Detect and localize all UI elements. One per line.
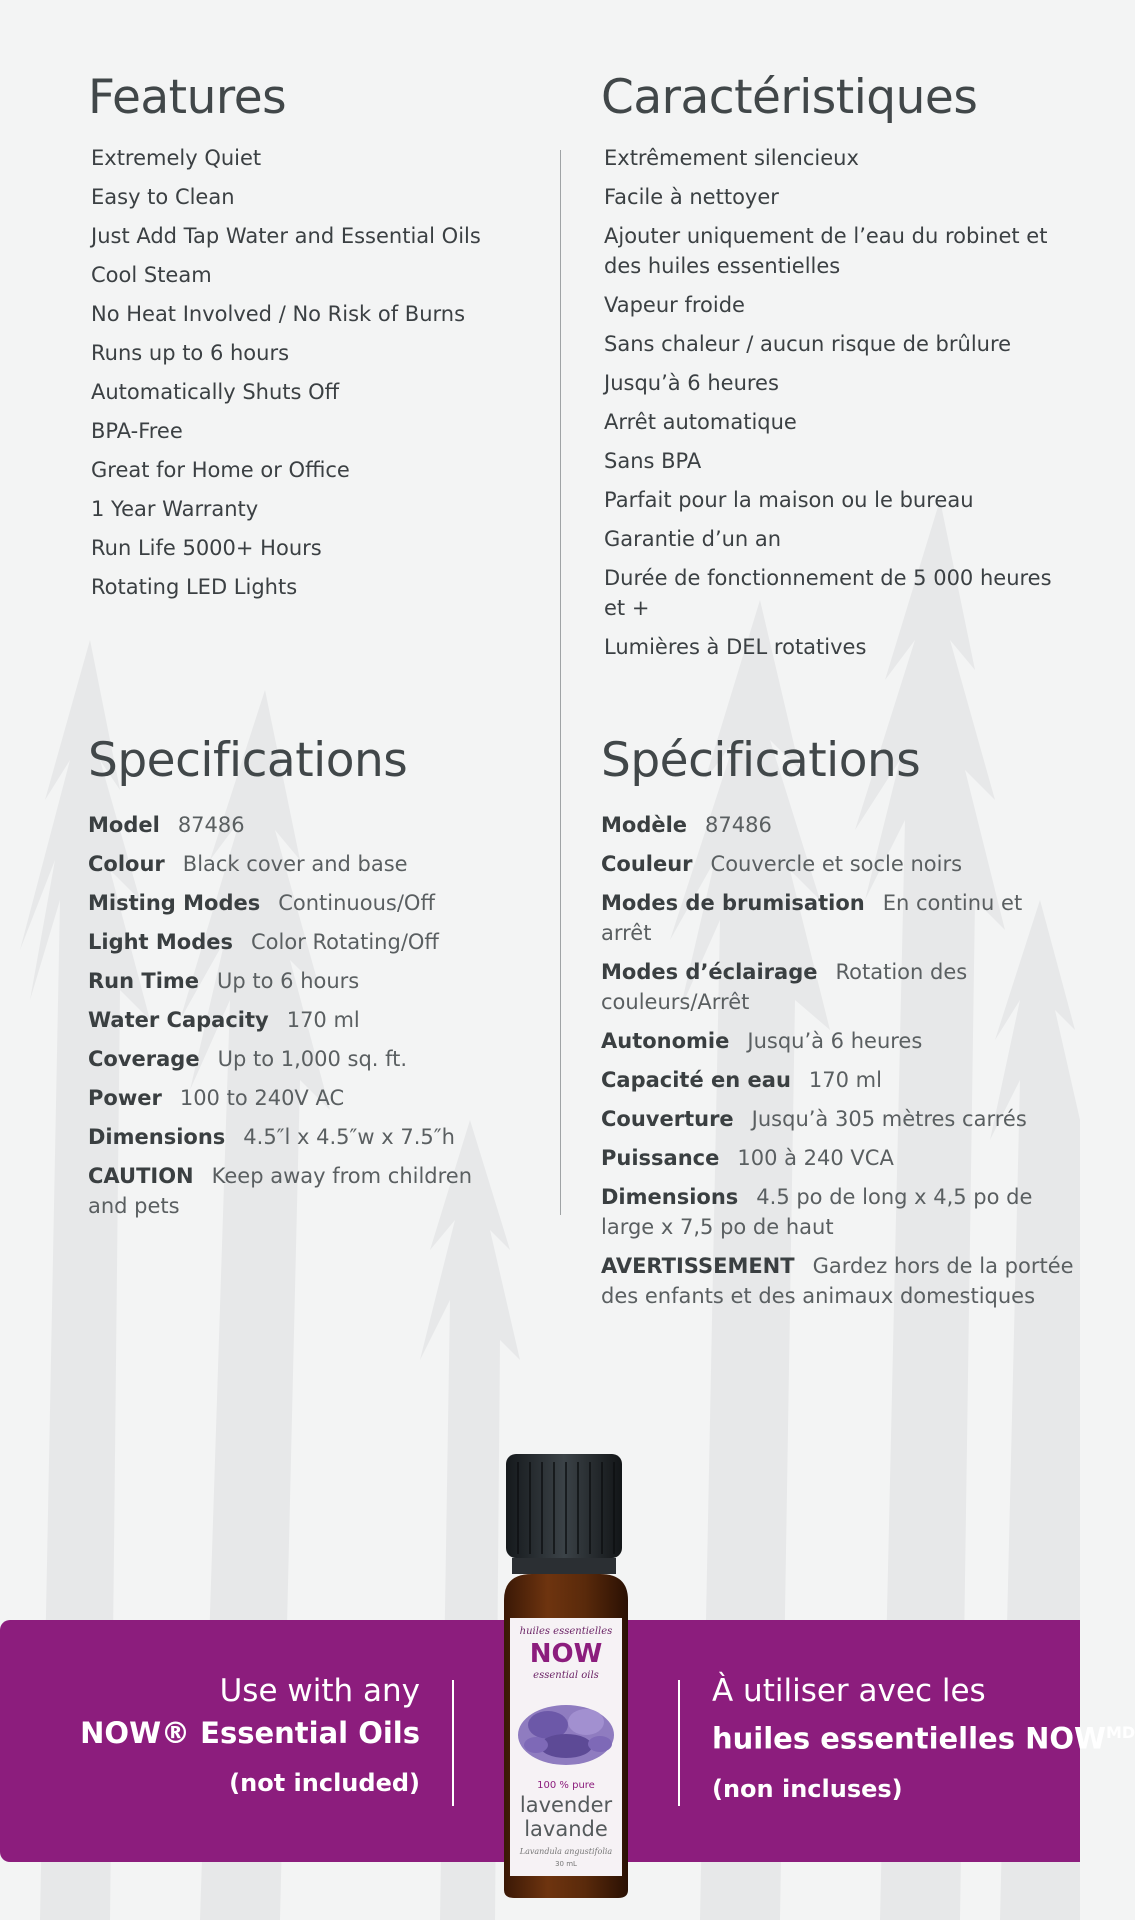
caracteristique-item: Garantie d’un an (604, 527, 782, 551)
spec-row (88, 1161, 498, 1221)
spec-value: Color Rotating/Off (251, 930, 439, 954)
bottle-label-top: huiles essentielles (519, 1626, 613, 1637)
features-list (91, 143, 491, 611)
banner-en-line1: Use with any (219, 1673, 420, 1709)
spec-label: Light Modes (88, 930, 234, 954)
spec-value: 170 ml (286, 1008, 360, 1032)
spec-value: En continu et arrêt (601, 891, 1023, 945)
spec-value: Jusqu’à 6 heures (747, 1029, 923, 1053)
spec-label: Power (88, 1086, 162, 1110)
feature-item: No Heat Involved / No Risk of Burns (91, 302, 466, 326)
banner-english-text (60, 1670, 420, 1800)
feature-item: Automatically Shuts Off (91, 380, 340, 404)
spec-value: Jusqu’à 305 mètres carrés (751, 1107, 1027, 1131)
caracteristique-item: Jusqu’à 6 heures (604, 371, 779, 395)
spec-label: Coverage (88, 1047, 200, 1071)
spec-value: 4.5″l x 4.5″w x 7.5″h (243, 1125, 455, 1149)
bottle-latin: Lavandula angustifolia (519, 1847, 613, 1856)
banner-divider-left (452, 1680, 454, 1806)
feature-item: Rotating LED Lights (91, 575, 298, 599)
spec-label: Dimensions (88, 1125, 226, 1149)
spec-label: Modèle (601, 813, 688, 837)
spec-row (601, 1026, 1075, 1056)
spec-row (601, 888, 1075, 948)
spec-label: Autonomie (601, 1029, 730, 1053)
spec-value: 100 à 240 VCA (737, 1146, 894, 1170)
bottle-label-sub: essential oils (533, 1670, 599, 1681)
feature-item: Easy to Clean (91, 185, 235, 209)
banner-french-text (712, 1670, 1135, 1806)
spec-value: 87486 (705, 813, 772, 837)
spec-row (88, 810, 498, 840)
spec-label: Dimensions (601, 1185, 739, 1209)
feature-item: Extremely Quiet (91, 146, 262, 170)
spec-row (88, 849, 498, 879)
spec-label: CAUTION (88, 1164, 194, 1188)
spec-row (88, 1005, 498, 1035)
spec-row (601, 1104, 1075, 1134)
spec-row (601, 1143, 1075, 1173)
spec-label: Model (88, 813, 160, 837)
banner-fr-line2 (712, 1712, 1135, 1760)
spec-row (601, 1182, 1075, 1242)
spec-label: Misting Modes (88, 891, 261, 915)
spec-value: 170 ml (808, 1068, 882, 1092)
spec-row (88, 1122, 498, 1152)
spec-value: Rotation des couleurs/Arrêt (601, 960, 968, 1014)
column-divider (560, 150, 561, 1215)
caracteristique-item: Ajouter uniquement de l’eau du robinet et des huiles essentielles (604, 224, 1048, 278)
spec-value: 4.5 po de long x 4,5 po de large x 7,5 po de haut (601, 1185, 1033, 1239)
spec-value: Continuous/Off (278, 891, 435, 915)
spec-row (88, 1083, 498, 1113)
feature-item: Runs up to 6 hours (91, 341, 290, 365)
caracteristique-item: Sans BPA (604, 449, 702, 473)
banner-divider-right (678, 1680, 680, 1806)
spec-label: Colour (88, 852, 165, 876)
registered-mark: MD (1106, 1723, 1135, 1742)
bottle-brand: NOW (529, 1639, 603, 1669)
spec-value: 87486 (177, 813, 245, 837)
feature-item: Great for Home or Office (91, 458, 350, 482)
caracteristique-item: Vapeur froide (604, 293, 745, 317)
spec-value: 100 to 240V AC (179, 1086, 345, 1110)
spec-label: Capacité en eau (601, 1068, 791, 1092)
features-title: Features (88, 70, 287, 125)
spec-value: Up to 1,000 sq. ft. (217, 1047, 408, 1071)
spec-row (88, 888, 498, 918)
specifications-fr-list (601, 810, 1075, 1320)
feature-item: Just Add Tap Water and Essential Oils (91, 224, 481, 248)
bottle-name-en: lavender (519, 1793, 613, 1817)
banner-fr-line2-text: huiles essentielles NOW (712, 1721, 1106, 1756)
spec-row (601, 1251, 1075, 1311)
spec-row (601, 1065, 1075, 1095)
spec-label: Couleur (601, 852, 693, 876)
caracteristiques-list (604, 143, 1054, 671)
spec-label: Run Time (88, 969, 200, 993)
spec-label: Couverture (601, 1107, 734, 1131)
banner-fr-line1: À utiliser avec les (712, 1673, 986, 1709)
specifications-list (88, 810, 498, 1230)
bottle-purity: 100 % pure (537, 1780, 595, 1791)
caracteristique-item: Extrêmement silencieux (604, 146, 859, 170)
banner-fr-line3: (non incluses) (712, 1774, 903, 1803)
caracteristique-item: Durée de fonctionnement de 5 000 heures et + (604, 566, 1052, 620)
spec-row (88, 966, 498, 996)
spec-value: Keep away from children and pets (88, 1164, 473, 1218)
spec-row (601, 957, 1075, 1017)
spec-value: Up to 6 hours (217, 969, 360, 993)
spec-label: Modes de brumisation (601, 891, 865, 915)
spec-label: Modes d’éclairage (601, 960, 818, 984)
spec-value: Black cover and base (182, 852, 408, 876)
caracteristique-item: Lumières à DEL rotatives (604, 635, 867, 659)
feature-item: Run Life 5000+ Hours (91, 536, 322, 560)
spec-value: Gardez hors de la portée des enfants et des animaux domestiques (601, 1254, 1074, 1308)
caracteristique-item: Parfait pour la maison ou le bureau (604, 488, 974, 512)
specifications-fr-title: Spécifications (601, 733, 921, 788)
spec-value: Couvercle et socle noirs (710, 852, 963, 876)
spec-row (601, 810, 1075, 840)
caracteristique-item: Arrêt automatique (604, 410, 797, 434)
feature-item: 1 Year Warranty (91, 497, 259, 521)
caracteristique-item: Sans chaleur / aucun risque de brûlure (604, 332, 1012, 356)
feature-item: BPA-Free (91, 419, 183, 443)
spec-label: Water Capacity (88, 1008, 269, 1032)
caracteristique-item: Facile à nettoyer (604, 185, 779, 209)
specifications-title: Specifications (88, 733, 408, 788)
caracteristiques-title: Caractéristiques (601, 70, 978, 125)
feature-item: Cool Steam (91, 263, 212, 287)
bottle-name-fr: lavande (524, 1817, 608, 1841)
lavender-oil-bottle (482, 1450, 650, 1900)
banner-en-line2: NOW® Essential Oils (80, 1716, 420, 1750)
bottle-volume: 30 mL (555, 1860, 577, 1868)
spec-row (88, 1044, 498, 1074)
spec-label: Puissance (601, 1146, 720, 1170)
spec-row (601, 849, 1075, 879)
lavender-flower-illustration (518, 1705, 614, 1765)
spec-label: AVERTISSEMENT (601, 1254, 795, 1278)
spec-row (88, 927, 498, 957)
banner-en-line3: (not included) (229, 1769, 420, 1797)
